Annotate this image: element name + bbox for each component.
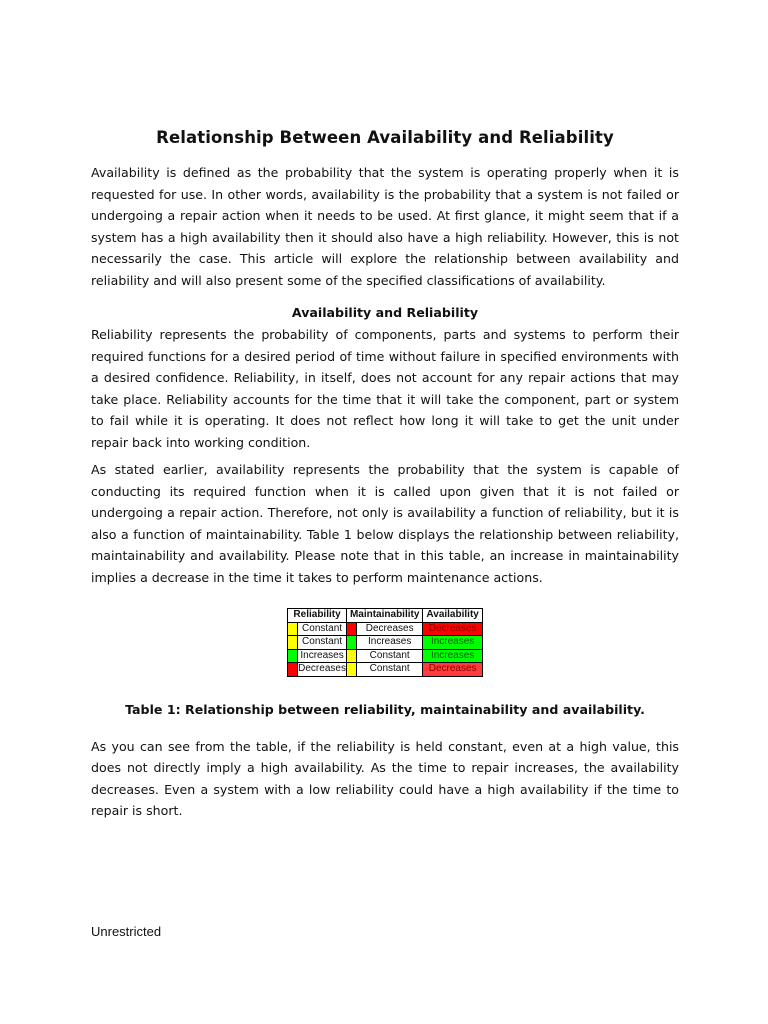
reliability-color-swatch: [288, 622, 298, 636]
maintainability-cell: Decreases: [356, 622, 422, 636]
maintainability-cell: Increases: [356, 636, 422, 650]
maintainability-cell: Constant: [356, 649, 422, 663]
availability-paragraph: As stated earlier, availability represents the probability that the system is capable of conducting its required function when it is called upon given that it is not failed or undergoing a repair action. Therefore, not only is availability a function of reliability, but it is also a function of maintainability. Table 1 below displays the relationship between reliability, maintainability and availability. Please note that in this table, an increase in maintainability implies a decrease in the time it takes to perform maintenance actions.: [91, 462, 679, 585]
reliability-color-swatch: [288, 663, 298, 677]
reliability-cell: Constant: [298, 636, 347, 650]
availability-cell: Decreases: [423, 622, 482, 636]
table-caption: Table 1: Relationship between reliability, maintainability and availability.: [125, 701, 645, 717]
maintainability-cell: Constant: [356, 663, 422, 677]
maintainability-color-swatch: [346, 636, 356, 650]
reliability-paragraph: Reliability represents the probability of components, parts and systems to perform their required functions for a desired period of time without failure in specified environments with a desired confidence. Reliability, in itself, does not account for any repair actions that may take place. Reliability accounts for the time that it will take the component, part or system to fail while it is operating. It does not reflect how long it will take to get the unit under repair back into working condition.: [91, 327, 679, 450]
table-header-row: [288, 609, 483, 623]
intro-paragraph: Availability is defined as the probability that the system is operating properly when it is requested for use. In other words, availability is the probability that a system is not failed or undergoing a repair action when it needs to be used. At first glance, it might seem that if a system has a high availability then it should also have a high reliability. However, this is not necessarily the case. This article will explore the relationship between availability and reliability and will also present some of the specified classifications of availability.: [91, 165, 679, 288]
table-row: [288, 622, 483, 636]
classification-footer: Unrestricted: [91, 924, 162, 939]
header-maintainability: Maintainability: [346, 609, 422, 623]
header-availability: Availability: [423, 609, 482, 623]
maintainability-color-swatch: [346, 649, 356, 663]
reliability-color-swatch: [288, 649, 298, 663]
reliability-cell: Increases: [298, 649, 347, 663]
reliability-color-swatch: [288, 636, 298, 650]
section-heading: Availability and Reliability: [291, 305, 479, 320]
availability-cell: Decreases: [423, 663, 482, 677]
availability-cell: Increases: [423, 636, 482, 650]
table-row: [288, 663, 483, 677]
maintainability-color-swatch: [346, 622, 356, 636]
page-title: Relationship Between Availability and Reliability: [156, 128, 614, 147]
maintainability-color-swatch: [346, 663, 356, 677]
conclusion-paragraph: As you can see from the table, if the reliability is held constant, even at a high value, this does not directly imply a high availability. As the time to repair increases, the availability decreases. Even a system with a low reliability could have a high availability if the time to repair is short.: [91, 738, 679, 818]
availability-cell: Increases: [423, 649, 482, 663]
table-row: [288, 636, 483, 650]
table-row: [288, 649, 483, 663]
reliability-cell: Constant: [298, 622, 347, 636]
document-page: [91, 128, 679, 822]
reliability-cell: Decreases: [298, 663, 346, 674]
header-reliability: Reliability: [288, 609, 347, 623]
table-container: [91, 608, 679, 677]
relationship-table: [287, 608, 483, 677]
